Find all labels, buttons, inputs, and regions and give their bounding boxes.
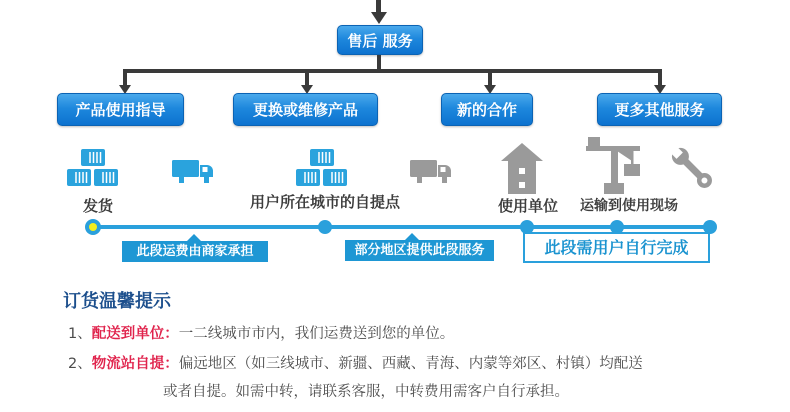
tip1-text: 一二线城市市内，我们运费送到您的单位。 [178, 326, 455, 342]
node-product-usage-guidance: 产品使用指导 [57, 93, 184, 126]
tip-item-2 [68, 352, 643, 373]
segment2-label: 部分地区提供此段服务 [345, 240, 494, 261]
node-replace-or-repair: 更换或维修产品 [233, 93, 378, 126]
tips-heading: 订货温馨提示 [63, 291, 171, 312]
delivery-truck-gray-icon [410, 158, 454, 186]
tip2-text: 偏远地区（如三线城市、新疆、西藏、青海、内蒙等郊区、村镇）均配送 [178, 356, 643, 372]
step-label-transport-to-site: 运输到使用现场 [580, 198, 678, 214]
timeline-dot [318, 220, 332, 234]
timeline-start-dot [85, 219, 101, 235]
building-icon [501, 143, 543, 195]
segment1-label: 此段运费由商家承担 [122, 241, 268, 262]
branch-connector-line [123, 69, 662, 73]
cargo-boxes-icon [66, 149, 120, 187]
cargo-boxes-icon [295, 149, 349, 187]
step-label-using-unit: 使用单位 [497, 197, 558, 215]
delivery-truck-blue-icon [172, 158, 216, 186]
branch2-connector-line [305, 69, 309, 85]
node-more-services: 更多其他服务 [597, 93, 722, 126]
branch3-connector-line [488, 69, 492, 85]
segment3-label: 此段需用户自行完成 [523, 232, 710, 263]
tip1-number: 1、 [68, 326, 92, 342]
tower-crane-icon [584, 137, 646, 195]
tip-item-2-continued [163, 380, 569, 401]
tip1-label: 配送到单位： [91, 326, 179, 342]
down-arrow-icon [371, 12, 387, 24]
node-after-sales-service: 售后 服务 [337, 25, 423, 55]
step-label-pickup-point: 用户所在城市的自提点 [250, 193, 401, 211]
tip2-text-line2: 或者自提。如需中转，请联系客服，中转费用需客户自行承担。 [163, 384, 569, 400]
wrench-icon [666, 146, 718, 196]
branch1-connector-line [123, 69, 127, 85]
branch4-connector-line [658, 69, 662, 85]
tip2-number: 2、 [68, 356, 92, 372]
root-connector-line [377, 55, 381, 70]
top-connector-line [376, 0, 381, 12]
tip2-label: 物流站自提： [91, 356, 179, 372]
timeline-start-dot-core [89, 223, 97, 231]
tip-item-1 [68, 322, 454, 343]
node-new-cooperation: 新的合作 [441, 93, 533, 126]
step-label-shipping: 发货 [82, 197, 113, 215]
